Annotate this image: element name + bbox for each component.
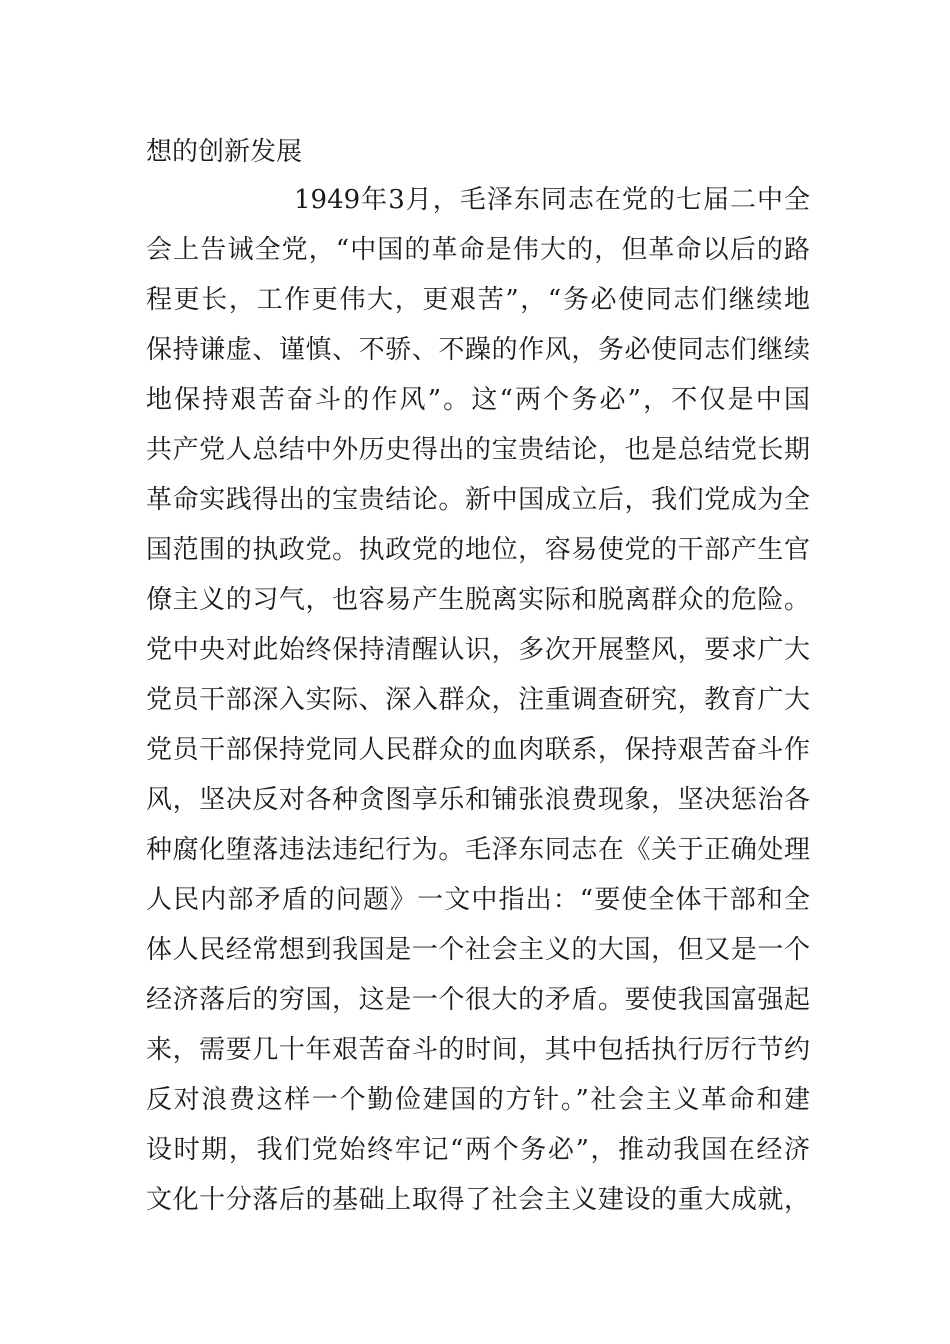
paragraph-line: 程更长，工作更伟大，更艰苦”，“务必使同志们继续地 [146, 285, 810, 315]
paragraph-line: 地保持艰苦奋斗的作风”。这“两个务必”，不仅是中国 [146, 385, 810, 415]
paragraph-line: 党员干部深入实际、深入群众，注重调查研究，教育广大 [146, 685, 810, 715]
paragraph-line: 革命实践得出的宝贵结论。新中国成立后，我们党成为全 [146, 485, 810, 515]
paragraph-line: 共产党人总结中外历史得出的宝贵结论，也是总结党长期 [146, 435, 810, 465]
paragraph-line: 保持谦虚、谨慎、不骄、不躁的作风，务必使同志们继续 [146, 335, 810, 365]
paragraph-line: 反对浪费这样一个勤俭建国的方针。”社会主义革命和建 [146, 1085, 810, 1115]
paragraph-line: 国范围的执政党。执政党的地位，容易使党的干部产生官 [146, 535, 810, 565]
paragraph-line: 僚主义的习气，也容易产生脱离实际和脱离群众的危险。 [146, 585, 810, 615]
section-heading-continuation: 想的创新发展 [146, 137, 303, 167]
paragraph-line: 党员干部保持党同人民群众的血肉联系，保持艰苦奋斗作 [146, 735, 810, 765]
paragraph-line: 设时期，我们党始终牢记“两个务必”，推动我国在经济 [146, 1135, 810, 1165]
paragraph-line: 体人民经常想到我国是一个社会主义的大国，但又是一个 [146, 935, 810, 965]
paragraph-line: 文化十分落后的基础上取得了社会主义建设的重大成就， [146, 1185, 810, 1215]
paragraph-line: 1949年3月，毛泽东同志在党的七届二中全 [294, 185, 810, 215]
paragraph-line: 党中央对此始终保持清醒认识，多次开展整风，要求广大 [146, 635, 810, 665]
paragraph-line: 风，坚决反对各种贪图享乐和铺张浪费现象，坚决惩治各 [146, 785, 810, 815]
paragraph-line: 人民内部矛盾的问题》一文中指出：“要使全体干部和全 [146, 885, 810, 915]
paragraph-line: 会上告诫全党，“中国的革命是伟大的，但革命以后的路 [146, 235, 810, 265]
paragraph-line: 来，需要几十年艰苦奋斗的时间，其中包括执行厉行节约 [146, 1035, 810, 1065]
paragraph-line: 经济落后的穷国，这是一个很大的矛盾。要使我国富强起 [146, 985, 810, 1015]
paragraph-line: 种腐化堕落违法违纪行为。毛泽东同志在《关于正确处理 [146, 835, 810, 865]
